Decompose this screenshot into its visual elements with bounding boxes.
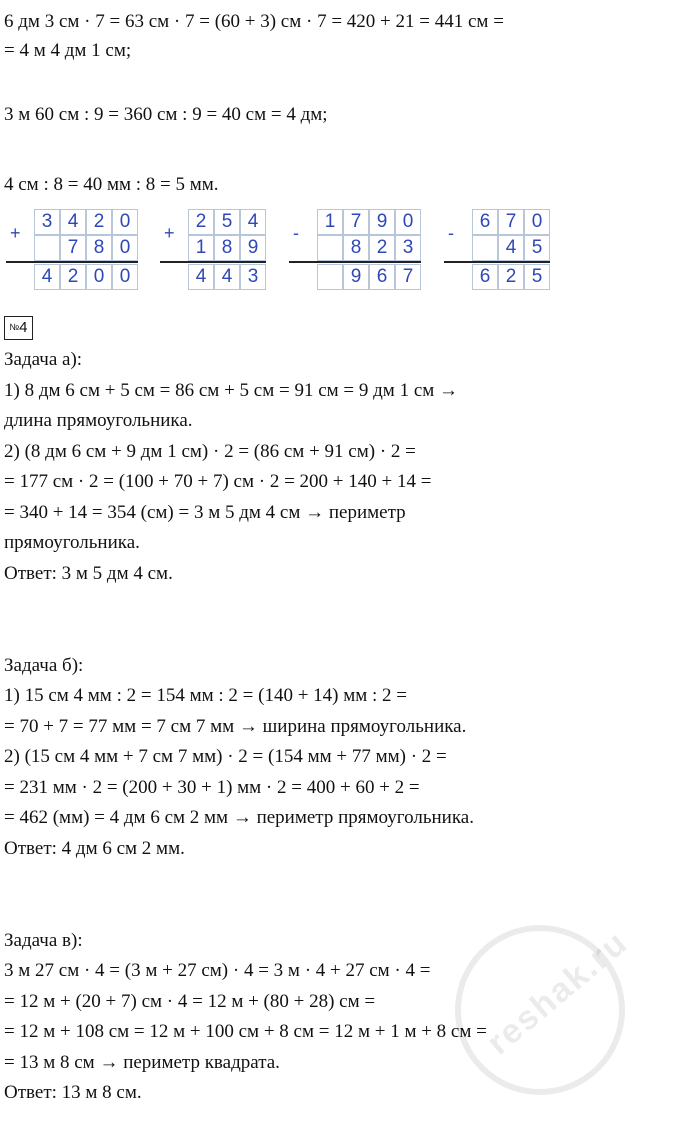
digit-mid: 9 — [240, 235, 266, 261]
digit-result: 4 — [188, 264, 214, 290]
digit-top: 3 — [34, 209, 60, 235]
number-sign: № — [9, 322, 20, 332]
digit-top: 4 — [60, 209, 86, 235]
digit-top: 0 — [395, 209, 421, 235]
digit-top: 0 — [112, 209, 138, 235]
digit-result: 9 — [343, 264, 369, 290]
digit-mid — [472, 235, 498, 261]
digit-top: 9 — [369, 209, 395, 235]
digit-mid: 7 — [60, 235, 86, 261]
digit-top: 2 — [86, 209, 112, 235]
task-c-step-4: = 13 м 8 см → периметр квадрата. — [4, 1052, 280, 1073]
digit-top: 0 — [524, 209, 550, 235]
digit-mid: 1 — [188, 235, 214, 261]
digit-result: 4 — [34, 264, 60, 290]
task-b-step-1: 1) 15 см 4 мм : 2 = 154 мм : 2 = (140 + 14) мм : 2 = — [4, 685, 408, 706]
task-number: 4 — [19, 319, 28, 336]
equation-line-3: 3 м 60 см : 9 = 360 см : 9 = 40 см = 4 дм; — [4, 104, 328, 125]
task-a-step-2-cont-2: = 340 + 14 = 354 (см) = 3 м 5 дм 4 см → периметр — [4, 502, 406, 523]
digit-mid: 5 — [524, 235, 550, 261]
digit-top: 6 — [472, 209, 498, 235]
task-c-answer: Ответ: 13 м 8 см. — [4, 1082, 142, 1103]
task-a-step-2: 2) (8 дм 6 см + 9 дм 1 см) · 2 = (86 см + 91 см) · 2 = — [4, 441, 416, 462]
task-a-answer: Ответ: 3 м 5 дм 4 см. — [4, 563, 173, 584]
digit-mid: 2 — [369, 235, 395, 261]
task-b-step-1-cont: = 70 + 7 = 77 мм = 7 см 7 мм → ширина прямоугольника. — [4, 716, 467, 737]
task-b-step-2: 2) (15 см 4 мм + 7 см 7 мм) · 2 = (154 мм + 77 мм) · 2 = — [4, 746, 447, 767]
task-c-title: Задача в): — [4, 930, 83, 951]
digit-result: 7 — [395, 264, 421, 290]
task-a-title: Задача а): — [4, 349, 83, 370]
result-line — [160, 261, 266, 263]
result-line — [444, 261, 550, 263]
column-calc-1 — [6, 209, 138, 291]
column-calc-4 — [444, 209, 550, 291]
digit-mid: 0 — [112, 235, 138, 261]
operation-sign: - — [293, 223, 299, 243]
digit-top: 5 — [214, 209, 240, 235]
column-calc-2 — [160, 209, 266, 291]
task-b-answer: Ответ: 4 дм 6 см 2 мм. — [4, 838, 185, 859]
digit-result — [317, 264, 343, 290]
digit-result: 0 — [86, 264, 112, 290]
task-c-step-1: 3 м 27 см · 4 = (3 м + 27 см) · 4 = 3 м · 4 + 27 см · 4 = — [4, 960, 431, 981]
watermark-text: reshak.ru — [479, 923, 636, 1063]
column-calc-3 — [289, 209, 421, 291]
task-a-step-1: 1) 8 дм 6 см + 5 см = 86 см + 5 см = 91 см = 9 дм 1 см → — [4, 380, 459, 401]
result-line — [6, 261, 138, 263]
operation-sign: + — [10, 223, 21, 243]
digit-mid: 8 — [214, 235, 240, 261]
task-c-step-3: = 12 м + 108 см = 12 м + 100 см + 8 см = 12 м + 1 м + 8 см = — [4, 1021, 487, 1042]
operation-sign: - — [448, 223, 454, 243]
task-c-step-2: = 12 м + (20 + 7) см · 4 = 12 м + (80 + 28) см = — [4, 991, 376, 1012]
task-b-step-2-cont-1: = 231 мм · 2 = (200 + 30 + 1) мм · 2 = 400 + 60 + 2 = — [4, 777, 420, 798]
equation-line-4: 4 см : 8 = 40 мм : 8 = 5 мм. — [4, 174, 219, 195]
task-a-step-2-cont-1: = 177 см · 2 = (100 + 70 + 7) см · 2 = 200 + 140 + 14 = — [4, 471, 432, 492]
equation-line-2: = 4 м 4 дм 1 см; — [4, 40, 132, 61]
digit-top: 1 — [317, 209, 343, 235]
digit-mid — [34, 235, 60, 261]
task-a-step-1-cont: длина прямоугольника. — [4, 410, 193, 431]
task-a-step-2-cont-3: прямоугольника. — [4, 532, 140, 553]
digit-mid: 3 — [395, 235, 421, 261]
digit-result: 5 — [524, 264, 550, 290]
watermark-logo — [420, 890, 660, 1130]
digit-mid — [317, 235, 343, 261]
digit-mid: 8 — [86, 235, 112, 261]
digit-top: 7 — [343, 209, 369, 235]
operation-sign: + — [164, 223, 175, 243]
digit-result: 2 — [60, 264, 86, 290]
digit-top: 2 — [188, 209, 214, 235]
task-b-title: Задача б): — [4, 655, 84, 676]
digit-result: 0 — [112, 264, 138, 290]
digit-mid: 8 — [343, 235, 369, 261]
digit-top: 7 — [498, 209, 524, 235]
digit-result: 2 — [498, 264, 524, 290]
digit-top: 4 — [240, 209, 266, 235]
digit-result: 3 — [240, 264, 266, 290]
task-number-badge — [4, 316, 33, 340]
digit-result: 6 — [369, 264, 395, 290]
result-line — [289, 261, 421, 263]
digit-mid: 4 — [498, 235, 524, 261]
digit-result: 4 — [214, 264, 240, 290]
digit-result: 6 — [472, 264, 498, 290]
task-b-step-2-cont-2: = 462 (мм) = 4 дм 6 см 2 мм → периметр прямоугольника. — [4, 807, 474, 828]
equation-line-1: 6 дм 3 см · 7 = 63 см · 7 = (60 + 3) см · 7 = 420 + 21 = 441 см = — [4, 11, 504, 32]
